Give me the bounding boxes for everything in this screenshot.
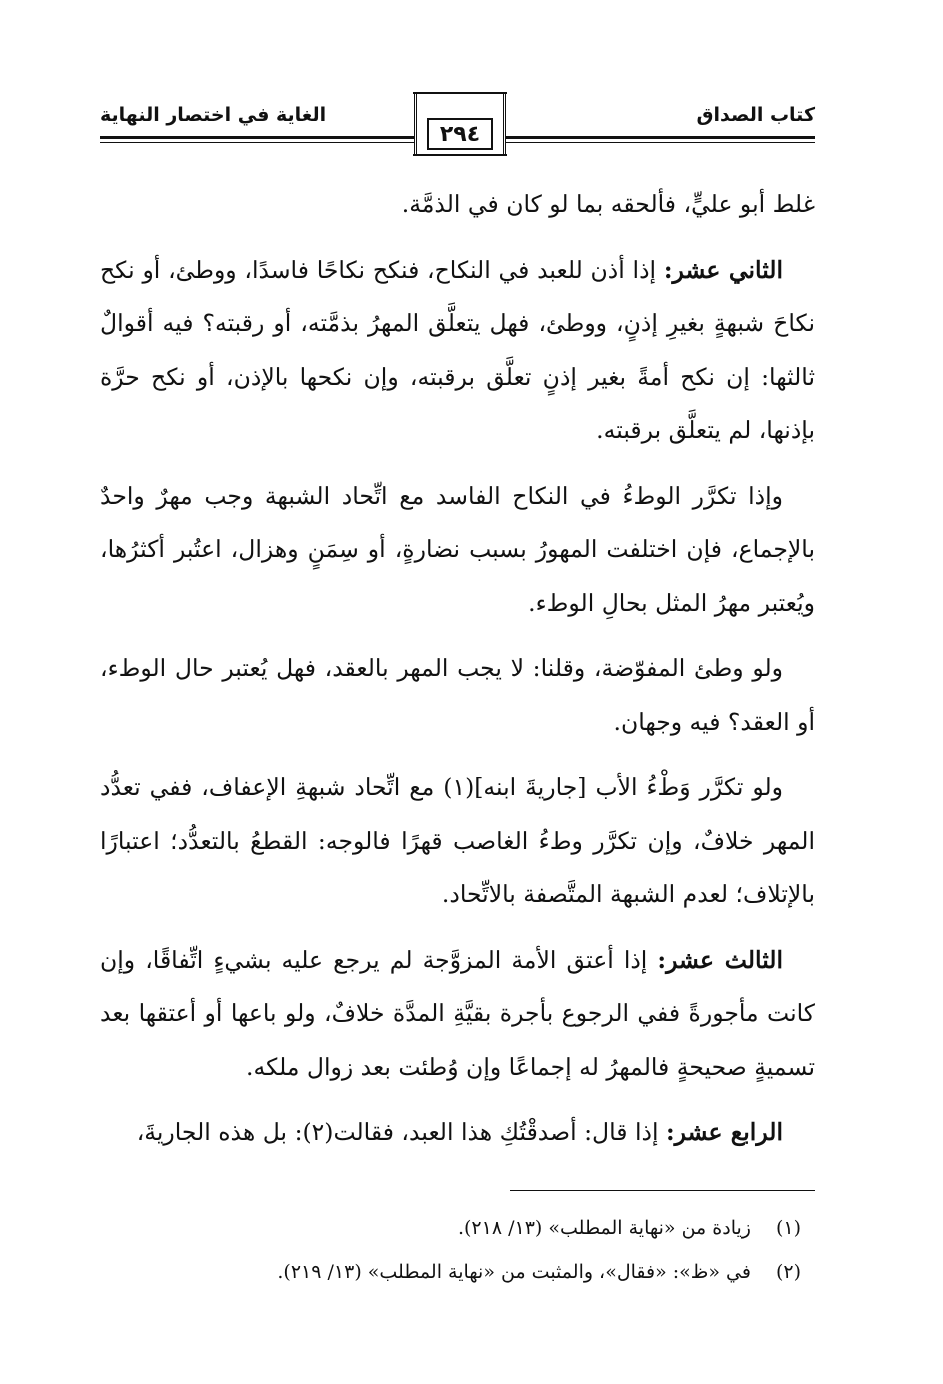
paragraph-text: إذا قال: أصدقْتُكِ هذا العبد، فقالت(٢): بل هذه الجاريةَ، xyxy=(136,1118,666,1146)
paragraph-text: غلط أبو عليٍّ، فألحقه بما لو كان في الذمَّة. xyxy=(401,190,815,218)
section-label: الرابع عشر: xyxy=(665,1118,783,1146)
chapter-title: كتاب الصداق xyxy=(696,104,815,126)
footnote xyxy=(100,1206,815,1250)
paragraph xyxy=(100,934,815,1095)
paragraph-text: ولو وطئ المفوّضة، وقلنا: لا يجب المهر بالعقد، فهل يُعتبر حال الوطء، أو العقد؟ فيه وجهان. xyxy=(100,654,815,736)
footnote-number: (٢) xyxy=(775,1261,801,1283)
paragraph xyxy=(100,470,815,631)
section-label: الثالث عشر: xyxy=(657,945,783,974)
main-text xyxy=(100,178,815,1172)
paragraph-text: إذا أعتق الأمة المزوَّجة لم يرجع عليه بشيءٍ اتِّفاقًا، وإن كانت مأجورةً ففي الرجوع بأجرة بقيَّةِ المدَّة خلافٌ، ولو باعها أو أعتقها بعد تسميةٍ صحيحةٍ فالمهرُ له إجماعًا وإن وُطئت بعد زوال ملكه. xyxy=(100,945,815,1081)
paragraph xyxy=(100,244,815,458)
footnote-separator xyxy=(510,1190,815,1191)
book-title: الغاية في اختصار النهاية xyxy=(100,104,327,126)
footnote-text: زيادة من «نهاية المطلب» (١٣/ ٢١٨). xyxy=(457,1217,751,1239)
paragraph xyxy=(100,1106,815,1160)
footnote-number: (١) xyxy=(775,1217,801,1239)
box-cap-bottom xyxy=(413,150,507,156)
footnotes xyxy=(100,1206,815,1294)
footnote xyxy=(100,1250,815,1294)
footnote-text: في «ظ»: «فقال»، والمثبت من «نهاية المطلب» (١٣/ ٢١٩). xyxy=(277,1261,751,1283)
page-number-box xyxy=(414,92,506,156)
paragraph xyxy=(100,178,815,232)
paragraph-text: ولو تكرَّر وَطْءُ الأب [جاريةَ ابنه](١) مع اتِّحاد شبهةِ الإعفاف، ففي تعدُّد المهر خلافٌ، وإن تكرَّر وطءُ الغاصب قهرًا فالوجه: القطعُ بالتعدُّد؛ اعتبارًا بالإتلاف؛ لعدم الشبهة المتَّصفة بالاتِّحاد. xyxy=(100,773,815,908)
paragraph xyxy=(100,642,815,749)
page-header xyxy=(100,92,815,156)
page-number: ٢٩٤ xyxy=(427,118,493,150)
paragraph-text: إذا أذن للعبد في النكاح، فنكح نكاحًا فاسدًا، ووطئ، أو نكح نكاحَ شبهةٍ بغيرِ إذنٍ، ووطئ، فهل يتعلَّق المهرُ بذمَّته، أو رقبته؟ فيه أقوالٌ ثالثها: إن نكح أمةً بغير إذنٍ تعلَّق برقبته، وإن نكحها بالإذن، أو نكح حرَّة بإذنها، لم يتعلَّق برقبته. xyxy=(100,255,815,444)
paragraph xyxy=(100,761,815,922)
box-cap-top xyxy=(413,92,507,98)
section-label: الثاني عشر: xyxy=(663,255,783,284)
paragraph-text: وإذا تكرَّر الوطءُ في النكاح الفاسد مع اتِّحاد الشبهة وجب مهرٌ واحدٌ بالإجماع، فإن اختلفت المهورُ بسبب نضارةٍ، أو سِمَنٍ وهزال، اعتُبر أكثرُها، ويُعتبر مهرُ المثل بحالِ الوطء. xyxy=(100,481,815,617)
